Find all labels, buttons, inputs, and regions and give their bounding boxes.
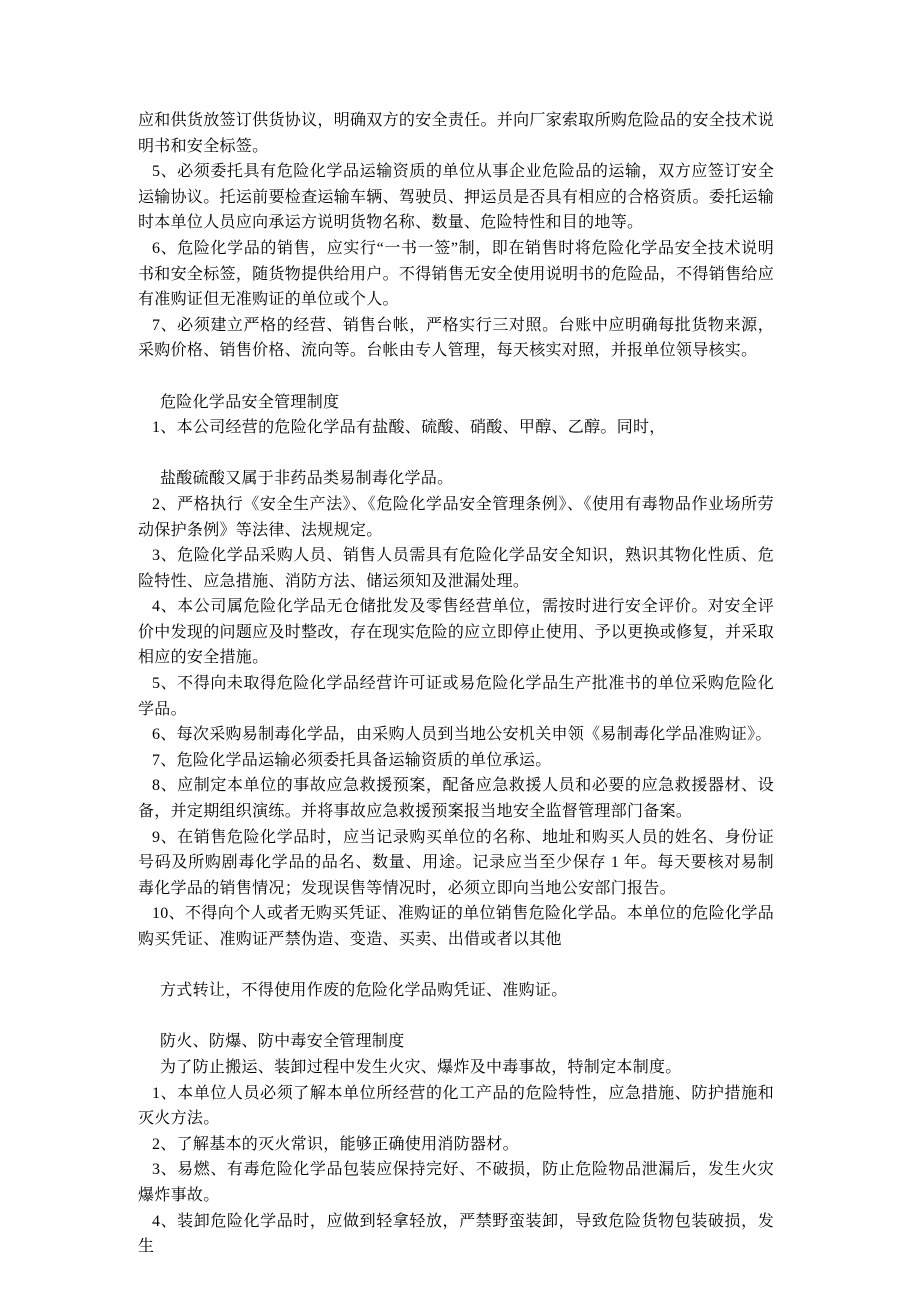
section-heading-hazchem: 危险化学品安全管理制度: [160, 393, 340, 411]
paragraph-hazchem-item-8: 8、应制定本单位的事故应急救援预案，配备应急救援人员和必要的应急救援器材、设备，并定期组织演练。并将事故应急救援预案报当地安全监督管理部门备案。: [138, 777, 774, 821]
paragraph-continuation: 应和供货放签订供货协议，明确双方的安全责任。并向厂家索取所购危险品的安全技术说明书和安全标签。: [138, 112, 774, 155]
blank-line: [138, 441, 774, 467]
paragraph-item-5: 5、必须委托具有危险化学品运输资质的单位从事企业危险品的运输，双方应签订安全运输协议。托运前要检查运输车辆、驾驶员、押运员是否具有相应的合格资质。委托运输时本单位人员应向承运方说明货物名称、数量、危险特性和目的地等。: [138, 163, 774, 232]
section-heading-fire: 防火、防爆、防中毒安全管理制度: [160, 1033, 405, 1051]
paragraph-hazchem-item-3: 3、危险化学品采购人员、销售人员需具有危险化学品安全知识，熟识其物化性质、危险特性、应急措施、消防方法、储运须知及泄漏处理。: [138, 547, 774, 590]
paragraph-fire-item-3: 3、易燃、有毒危险化学品包装应保持完好、不破损，防止危险物品泄漏后，发生火灾爆炸事故。: [138, 1161, 774, 1204]
paragraph-hazchem-item-4: 4、本公司属危险化学品无仓储批发及零售经营单位，需按时进行安全评价。对安全评价中发现的问题应及时整改，存在现实危险的应立即停止使用、予以更换或修复，并采取相应的安全措施。: [138, 598, 774, 667]
paragraph-item-7: 7、必须建立严格的经营、销售台帐，严格实行三对照。台账中应明确每批货物来源，采购价格、销售价格、流向等。台帐由专人管理，每天核实对照，并报单位领导核实。: [138, 316, 774, 360]
paragraph-hazchem-item-1: 1、本公司经营的危险化学品有盐酸、硫酸、硝酸、甲醇、乙醇。同时，: [152, 419, 666, 437]
paragraph-hazchem-item-1b: 盐酸硫酸又属于非药品类易制毒化学品。: [160, 470, 454, 488]
paragraph-hazchem-item-7: 7、危险化学品运输必须委托具备运输资质的单位承运。: [152, 751, 552, 769]
paragraph-hazchem-item-10b: 方式转让，不得使用作废的危险化学品购凭证、准购证。: [160, 982, 568, 1000]
blank-line: [138, 364, 774, 390]
paragraph-fire-item-4: 4、装卸危险化学品时，应做到轻拿轻放，严禁野蛮装卸，导致危险货物包装破损，发生: [138, 1212, 774, 1256]
paragraph-hazchem-item-2: 2、严格执行《安全生产法》、《危险化学品安全管理条例》、《使用有毒物品作业场所劳动保护条例》等法律、法规规定。: [138, 495, 774, 539]
document-text-block: [138, 108, 774, 1260]
paragraph-item-6: 6、危险化学品的销售，应实行“一书一签”制，即在销售时将危险化学品安全技术说明书和安全标签，随货物提供给用户。不得销售无安全使用说明书的危险品，不得销售给应有准购证但无准购证的单位或个人。: [138, 239, 774, 309]
paragraph-fire-item-1: 1、本单位人员必须了解本单位所经营的化工产品的危险特性，应急措施、防护措施和灭火方法。: [138, 1084, 774, 1128]
paragraph-hazchem-item-5: 5、不得向未取得危险化学品经营许可证或易危险化学品生产批准书的单位采购危险化学品。: [138, 675, 774, 718]
paragraph-hazchem-item-9: 9、在销售危险化学品时，应当记录购买单位的名称、地址和购买人员的姓名、身份证号码及所购剧毒化学品的品名、数量、用途。记录应当至少保存 1 年。每天要核对易制毒化学品的销售情况；发现误售等情况时，必须立即向当地公安部门报告。: [138, 828, 774, 897]
blank-line: [138, 953, 774, 979]
paragraph-fire-intro: 为了防止搬运、装卸过程中发生火灾、爆炸及中毒事故，特制定本制度。: [160, 1058, 682, 1076]
paragraph-fire-item-2: 2、了解基本的灭火常识，能够正确使用消防器材。: [152, 1135, 519, 1153]
paragraph-hazchem-item-6: 6、每次采购易制毒化学品，由采购人员到当地公安机关申领《易制毒化学品准购证》。: [152, 726, 772, 744]
paragraph-hazchem-item-10: 10、不得向个人或者无购买凭证、准购证的单位销售危险化学品。本单位的危险化学品购买凭证、准购证严禁伪造、变造、买卖、出借或者以其他: [138, 905, 774, 948]
blank-line: [138, 1004, 774, 1030]
